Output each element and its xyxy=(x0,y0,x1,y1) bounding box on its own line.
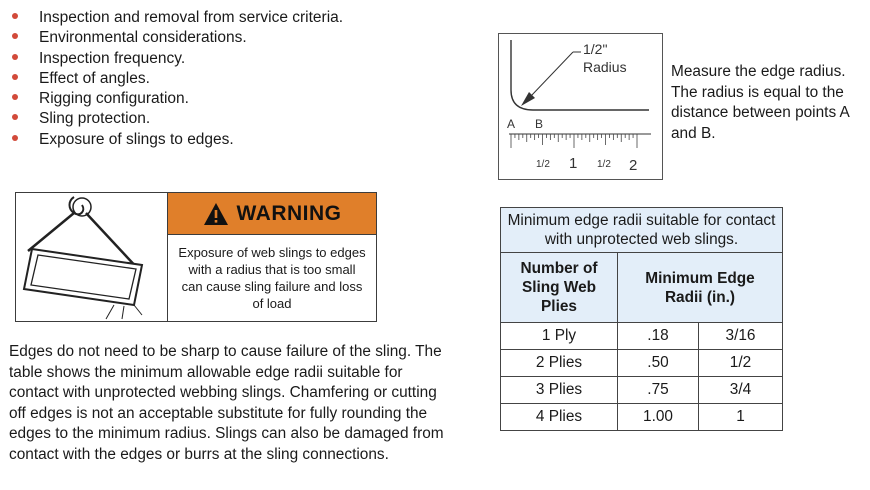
sling-edge-illustration xyxy=(16,193,168,321)
measure-instructions: Measure the edge radius. The radius is equal to the distance between points A and B. xyxy=(671,63,849,142)
fraction-cell: 1 xyxy=(699,404,783,431)
point-a-label: A xyxy=(507,117,516,131)
plies-cell: 2 Plies xyxy=(501,350,618,377)
list-item: Effect of angles. xyxy=(10,69,343,89)
sling-over-edge-icon xyxy=(16,193,167,321)
table-row xyxy=(501,350,783,377)
list-item: Sling protection. xyxy=(10,109,343,129)
ruler-label-half: 1/2 xyxy=(536,159,550,170)
plies-cell: 4 Plies xyxy=(501,404,618,431)
plies-cell: 3 Plies xyxy=(501,377,618,404)
list-item: Inspection frequency. xyxy=(10,49,343,69)
warning-header xyxy=(168,193,376,235)
fraction-cell: 1/2 xyxy=(699,350,783,377)
decimal-cell: .75 xyxy=(618,377,699,404)
decimal-cell: 1.00 xyxy=(618,404,699,431)
radii-column-header: Minimum Edge Radii (in.) xyxy=(618,253,783,323)
radius-value: 1/2" xyxy=(583,41,608,57)
table-row xyxy=(501,323,783,350)
table-row xyxy=(501,377,783,404)
point-b-label: B xyxy=(535,117,544,131)
ruler-label-one-half: 1/2 xyxy=(597,159,611,170)
edge-radius-diagram xyxy=(498,33,663,180)
plies-cell: 1 Ply xyxy=(501,323,618,350)
decimal-cell: .18 xyxy=(618,323,699,350)
list-item: Environmental considerations. xyxy=(10,28,343,48)
topic-list xyxy=(10,8,343,150)
table-caption: Minimum edge radii suitable for contact with unprotected web slings. xyxy=(501,208,783,253)
warning-title: WARNING xyxy=(236,201,342,225)
edge-radii-table xyxy=(500,207,783,431)
radius-label: Radius xyxy=(583,59,627,75)
decimal-cell: .50 xyxy=(618,350,699,377)
list-item: Exposure of slings to edges. xyxy=(10,130,343,150)
plies-column-header: Number of Sling Web Plies xyxy=(501,253,618,323)
edge-explanation-paragraph: Edges do not need to be sharp to cause failure of the sling. The table shows the minimum allowable edge radii suitable for contact with unprotected webbing slings. Chamfering or cutting off edges is not an acceptable substitute for fully rounding the edges to the minimum radius. Slings can also be damaged from contact with the edges or burrs at the sling connections. xyxy=(9,343,444,463)
table-row xyxy=(501,404,783,431)
list-item: Inspection and removal from service criteria. xyxy=(10,8,343,28)
leader-line xyxy=(531,52,573,96)
ruler-label-two: 2 xyxy=(629,157,638,174)
list-item: Rigging configuration. xyxy=(10,89,343,109)
warning-panel xyxy=(15,192,377,322)
ruler-ticks xyxy=(511,134,637,148)
ruler-label-one: 1 xyxy=(569,155,578,172)
warning-message: Exposure of web slings to edges with a radius that is too small can cause sling failure and loss of load xyxy=(178,245,366,311)
fraction-cell: 3/4 xyxy=(699,377,783,404)
fraction-cell: 3/16 xyxy=(699,323,783,350)
warning-triangle-icon xyxy=(203,202,229,226)
